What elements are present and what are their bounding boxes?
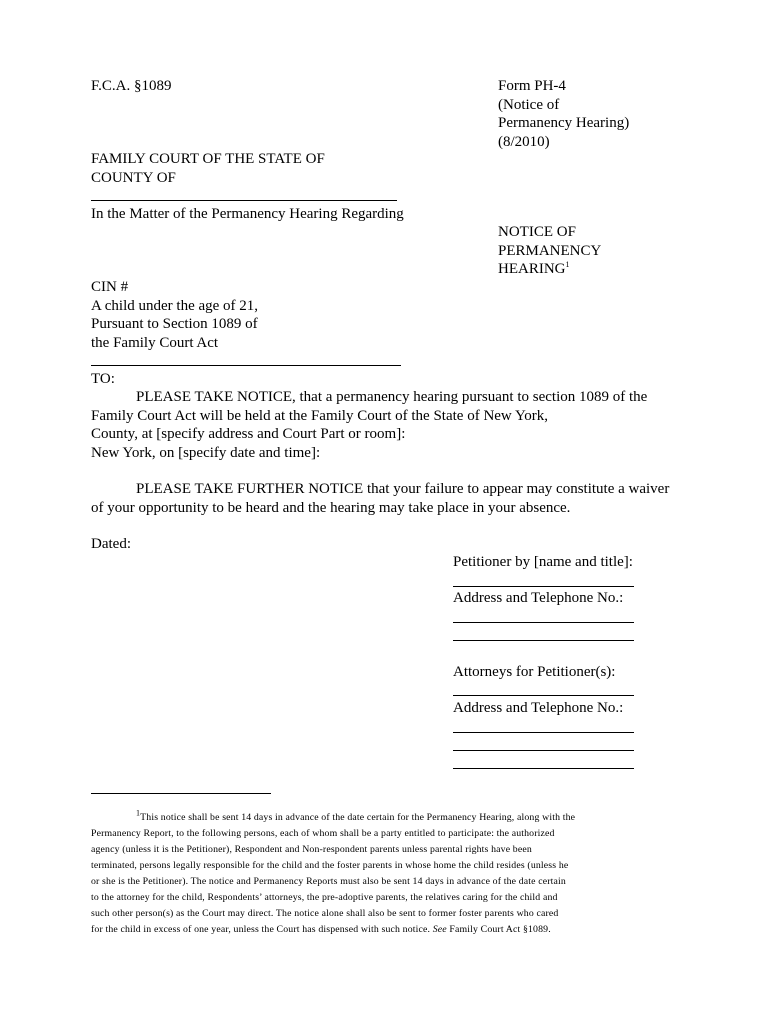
- signature-line: [453, 732, 634, 733]
- form-number: Form PH-4: [498, 78, 566, 94]
- further-notice-line: PLEASE TAKE FURTHER NOTICE that your failure to appear may constitute a waiver: [136, 481, 670, 497]
- further-notice-line: of your opportunity to be heard and the hearing may take place in your absence.: [91, 499, 571, 516]
- signature-line: [453, 640, 634, 641]
- footnote-line: Permanency Report, to the following persons, each of whom shall be a party entitled to participate: the authorized: [91, 828, 555, 839]
- address-label: Address and Telephone No.:: [453, 700, 624, 716]
- matter-title: In the Matter of the Permanency Hearing Regarding: [91, 206, 404, 222]
- footnote-line: such other person(s) as the Court may direct. The notice alone shall also be sent to former foster parents who cared: [91, 908, 559, 919]
- notice-paragraph-line: PLEASE TAKE NOTICE, that a permanency hearing pursuant to section 1089 of the: [136, 389, 648, 405]
- footnote-mark: 1: [136, 808, 141, 818]
- footnote-line: for the child in excess of one year, unless the Court has dispensed with such notice. See Family Court Act §1089.: [91, 924, 551, 935]
- caption-bottom-rule: [91, 365, 401, 366]
- footnote-separator: [91, 793, 271, 794]
- footnote-line: $^1$This notice shall be sent 14 days in advance of the date certain for the Permanency Hearing, along with the: [136, 808, 576, 823]
- dated-label: Dated:: [91, 536, 131, 552]
- signature-line: [453, 586, 634, 587]
- notice-title-line: HEARING$^1$: [498, 260, 570, 277]
- signature-line: [453, 768, 634, 769]
- notice-paragraph-line: County, at [specify address and Court Part or room]:: [91, 426, 406, 442]
- footnote-line: agency (unless it is the Petitioner), Respondent and Non-respondent parents unless parental rights have been: [91, 844, 532, 855]
- notice-title-line: PERMANENCY: [498, 242, 602, 259]
- footnote-line: to the attorney for the child, Respondents’ attorneys, the pre-adoptive parents, the relatives caring for the child and: [91, 892, 558, 903]
- notice-title-line: NOTICE OF: [498, 224, 576, 240]
- statute-citation: F.C.A. §1089: [91, 78, 172, 94]
- child-description: the Family Court Act: [91, 334, 219, 351]
- signature-line: [453, 695, 634, 696]
- county-label: COUNTY OF: [91, 169, 176, 186]
- child-description: Pursuant to Section 1089 of: [91, 316, 258, 332]
- signature-line: [453, 622, 634, 623]
- signature-line: [453, 750, 634, 751]
- address-label: Address and Telephone No.:: [453, 590, 624, 606]
- form-date: (8/2010): [498, 133, 550, 150]
- petitioner-label: Petitioner by [name and title]:: [453, 554, 633, 570]
- to-label: TO:: [91, 371, 115, 387]
- form-title-line: Permanency Hearing): [498, 115, 630, 131]
- caption-top-rule: [91, 200, 397, 201]
- cin-label: CIN #: [91, 279, 129, 295]
- notice-paragraph-line: Family Court Act will be held at the Family Court of the State of New York,: [91, 407, 549, 424]
- form-title-line: (Notice of: [498, 96, 560, 113]
- footnote-line: or she is the Petitioner). The notice and Permanency Reports must also be sent 14 days in advance of the date certain: [91, 876, 566, 887]
- footnote-line: terminated, persons legally responsible for the child and the foster parents in whose home the child resides (unless he: [91, 860, 569, 871]
- footnote-reference: 1: [565, 260, 570, 269]
- court-name: FAMILY COURT OF THE STATE OF: [91, 151, 325, 167]
- notice-paragraph-line: New York, on [specify date and time]:: [91, 444, 321, 461]
- see-signal: See: [432, 924, 447, 935]
- child-description: A child under the age of 21,: [91, 297, 259, 314]
- attorneys-label: Attorneys for Petitioner(s):: [453, 664, 616, 680]
